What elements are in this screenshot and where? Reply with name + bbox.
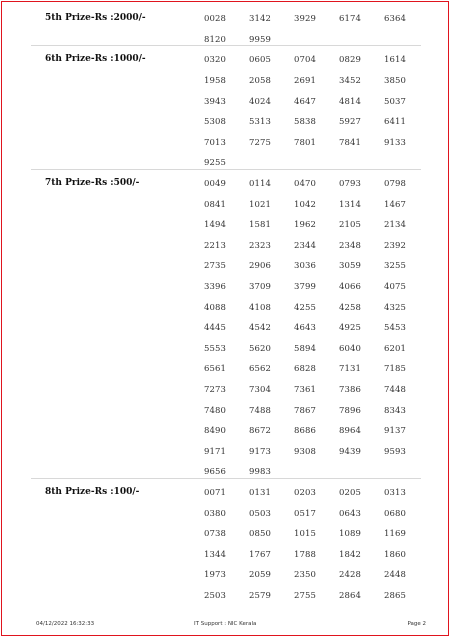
winning-number: 7013 — [204, 137, 227, 148]
winning-number: 5838 — [294, 117, 317, 128]
footer-page-number: Page 2 — [407, 621, 426, 627]
number-row — [204, 544, 452, 565]
winning-number: 4647 — [294, 96, 317, 107]
winning-number: 0503 — [249, 508, 272, 519]
winning-number: 6174 — [339, 14, 362, 25]
winning-number: 4445 — [204, 323, 227, 334]
prize-section — [0, 50, 452, 174]
winning-number: 2392 — [384, 240, 407, 251]
winning-number: 2864 — [339, 590, 362, 601]
winning-number: 2059 — [249, 570, 272, 581]
winning-number: 4643 — [294, 323, 317, 334]
winning-number: 1958 — [204, 76, 227, 87]
winning-number: 2691 — [294, 76, 317, 87]
number-row — [204, 297, 452, 318]
winning-number: 1089 — [339, 529, 362, 540]
prize-title: 5th Prize-Rs :2000/- — [45, 13, 146, 23]
winning-number: 3452 — [339, 76, 362, 87]
winning-number: 0605 — [249, 55, 272, 66]
number-row — [204, 153, 452, 174]
winning-number: 6828 — [294, 364, 317, 375]
winning-number: 4925 — [339, 323, 362, 334]
winning-number: 2323 — [249, 240, 272, 251]
number-row — [204, 421, 452, 442]
winning-number: 0203 — [294, 487, 317, 498]
winning-number: 2105 — [339, 220, 362, 231]
footer-support: IT Support : NIC Kerala — [194, 621, 257, 627]
number-row — [204, 380, 452, 401]
winning-number: 6411 — [384, 117, 407, 128]
prize-title: 7th Prize-Rs :500/- — [45, 177, 140, 188]
number-row — [204, 277, 452, 298]
winning-number: 7867 — [294, 405, 317, 416]
winning-number: 1842 — [339, 549, 362, 560]
winning-number: 4024 — [249, 96, 272, 107]
winning-number: 8686 — [294, 426, 317, 437]
winning-number: 2428 — [339, 570, 362, 581]
winning-number: 3799 — [294, 282, 317, 293]
winning-number: 9656 — [204, 467, 227, 478]
winning-number: 9983 — [249, 467, 272, 478]
winning-number: 2579 — [249, 590, 272, 601]
footer-datetime: 04/12/2022 16:32:33 — [36, 621, 95, 627]
winning-number: 4255 — [294, 302, 317, 313]
number-row — [204, 91, 452, 112]
winning-number: 2503 — [204, 590, 227, 601]
winning-number: 7361 — [294, 384, 317, 395]
winning-numbers-grid — [204, 483, 452, 607]
winning-number: 9173 — [249, 446, 272, 457]
winning-number: 4325 — [384, 302, 407, 313]
number-row — [204, 256, 452, 277]
winning-number: 9439 — [339, 446, 362, 457]
winning-number: 9133 — [384, 137, 407, 148]
winning-number: 1314 — [339, 199, 362, 210]
number-row — [204, 9, 452, 30]
number-row — [204, 71, 452, 92]
winning-number: 7185 — [384, 364, 407, 375]
winning-number: 5308 — [204, 117, 227, 128]
winning-number: 7488 — [249, 405, 272, 416]
winning-number: 2348 — [339, 240, 362, 251]
number-row — [204, 586, 452, 607]
prize-section — [0, 174, 452, 483]
number-row — [204, 359, 452, 380]
winning-number: 5037 — [384, 96, 407, 107]
winning-number: 7480 — [204, 405, 227, 416]
winning-number: 5620 — [249, 343, 272, 354]
winning-number: 0049 — [204, 179, 227, 190]
winning-number: 1973 — [204, 570, 227, 581]
winning-number: 4814 — [339, 96, 362, 107]
winning-number: 0738 — [204, 529, 227, 540]
winning-number: 0850 — [249, 529, 272, 540]
winning-number: 2350 — [294, 570, 317, 581]
winning-number: 2213 — [204, 240, 227, 251]
winning-numbers-grid — [204, 50, 452, 174]
winning-number: 7273 — [204, 384, 227, 395]
winning-number: 2448 — [384, 570, 407, 581]
section-divider — [31, 45, 421, 46]
winning-number: 3709 — [249, 282, 272, 293]
number-row — [204, 462, 452, 483]
winning-number: 0643 — [339, 508, 362, 519]
winning-number: 9959 — [249, 34, 272, 45]
winning-number: 0798 — [384, 179, 407, 190]
winning-number: 3396 — [204, 282, 227, 293]
winning-number: 1015 — [294, 529, 317, 540]
winning-number: 2906 — [249, 261, 272, 272]
winning-number: 7841 — [339, 137, 362, 148]
winning-number: 4088 — [204, 302, 227, 313]
winning-number: 1614 — [384, 55, 407, 66]
winning-number: 6561 — [204, 364, 227, 375]
winning-number: 4075 — [384, 282, 407, 293]
winning-number: 3850 — [384, 76, 407, 87]
winning-number: 0793 — [339, 179, 362, 190]
winning-number: 0320 — [204, 55, 227, 66]
prize-sections — [0, 9, 452, 606]
winning-number: 7131 — [339, 364, 362, 375]
winning-number: 2058 — [249, 76, 272, 87]
winning-number: 5313 — [249, 117, 272, 128]
winning-number: 1169 — [384, 529, 407, 540]
winning-number: 1860 — [384, 549, 407, 560]
winning-number: 1467 — [384, 199, 407, 210]
winning-number: 0131 — [249, 487, 272, 498]
winning-number: 3943 — [204, 96, 227, 107]
winning-number: 6364 — [384, 14, 407, 25]
winning-number: 7801 — [294, 137, 317, 148]
winning-number: 0380 — [204, 508, 227, 519]
winning-number: 4108 — [249, 302, 272, 313]
winning-number: 0313 — [384, 487, 407, 498]
winning-number: 0205 — [339, 487, 362, 498]
winning-number: 1344 — [204, 549, 227, 560]
page-footer — [0, 621, 452, 633]
winning-number: 7896 — [339, 405, 362, 416]
winning-number: 6201 — [384, 343, 407, 354]
number-row — [204, 50, 452, 71]
winning-number: 0114 — [249, 179, 272, 190]
number-row — [204, 339, 452, 360]
winning-number: 3142 — [249, 14, 272, 25]
number-row — [204, 215, 452, 236]
winning-number: 0470 — [294, 179, 317, 190]
winning-number: 0829 — [339, 55, 362, 66]
winning-number: 9137 — [384, 426, 407, 437]
winning-number: 1042 — [294, 199, 317, 210]
winning-number: 5927 — [339, 117, 362, 128]
winning-number: 0071 — [204, 487, 227, 498]
winning-number: 3036 — [294, 261, 317, 272]
winning-number: 0028 — [204, 14, 227, 25]
winning-number: 8672 — [249, 426, 272, 437]
prize-title: 8th Prize-Rs :100/- — [45, 486, 140, 497]
winning-numbers-grid — [204, 9, 452, 50]
winning-number: 8964 — [339, 426, 362, 437]
winning-number: 1767 — [249, 549, 272, 560]
prize-section — [0, 9, 452, 50]
winning-number: 7275 — [249, 137, 272, 148]
winning-number: 2735 — [204, 261, 227, 272]
winning-number: 2344 — [294, 240, 317, 251]
winning-number: 4542 — [249, 323, 272, 334]
winning-number: 0841 — [204, 199, 227, 210]
section-divider — [31, 169, 421, 170]
winning-number: 2865 — [384, 590, 407, 601]
winning-numbers-grid — [204, 174, 452, 483]
number-row — [204, 483, 452, 504]
winning-number: 7304 — [249, 384, 272, 395]
section-divider — [31, 478, 421, 479]
winning-number: 8343 — [384, 405, 407, 416]
winning-number: 3059 — [339, 261, 362, 272]
number-row — [204, 318, 452, 339]
winning-number: 6562 — [249, 364, 272, 375]
winning-number: 5894 — [294, 343, 317, 354]
number-row — [204, 524, 452, 545]
winning-number: 8490 — [204, 426, 227, 437]
winning-number: 3929 — [294, 14, 317, 25]
winning-number: 9255 — [204, 158, 227, 169]
prize-title: 6th Prize-Rs :1000/- — [45, 54, 146, 65]
winning-number: 9308 — [294, 446, 317, 457]
winning-number: 7386 — [339, 384, 362, 395]
number-row — [204, 112, 452, 133]
winning-number: 4066 — [339, 282, 362, 293]
winning-number: 1021 — [249, 199, 272, 210]
number-row — [204, 30, 452, 51]
number-row — [204, 133, 452, 154]
winning-number: 1494 — [204, 220, 227, 231]
winning-number: 2134 — [384, 220, 407, 231]
number-row — [204, 441, 452, 462]
winning-number: 1581 — [249, 220, 272, 231]
number-row — [204, 174, 452, 195]
winning-number: 7448 — [384, 384, 407, 395]
winning-number: 0517 — [294, 508, 317, 519]
winning-number: 2755 — [294, 590, 317, 601]
winning-number: 0704 — [294, 55, 317, 66]
winning-number: 1962 — [294, 220, 317, 231]
number-row — [204, 194, 452, 215]
winning-number: 5453 — [384, 323, 407, 334]
winning-number: 8120 — [204, 34, 227, 45]
winning-number: 4258 — [339, 302, 362, 313]
winning-number: 0680 — [384, 508, 407, 519]
number-row — [204, 565, 452, 586]
winning-number: 5553 — [204, 343, 227, 354]
number-row — [204, 236, 452, 257]
winning-number: 6040 — [339, 343, 362, 354]
prize-section — [0, 483, 452, 607]
winning-number: 3255 — [384, 261, 407, 272]
number-row — [204, 400, 452, 421]
winning-number: 9171 — [204, 446, 227, 457]
number-row — [204, 503, 452, 524]
winning-number: 1788 — [294, 549, 317, 560]
winning-number: 9593 — [384, 446, 407, 457]
